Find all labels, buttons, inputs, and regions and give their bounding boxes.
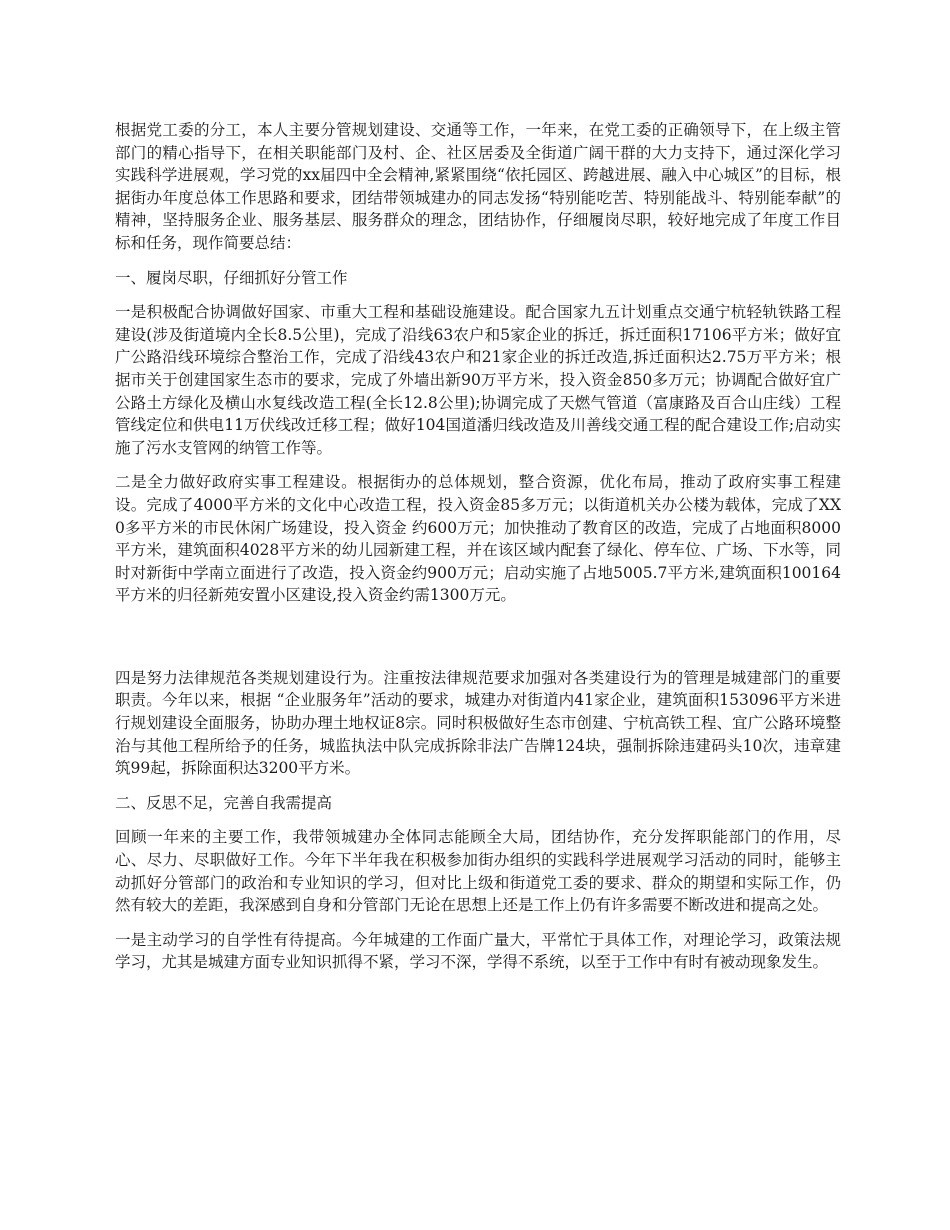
section-heading-1: 一、履岗尽职，仔细抓好分管工作 xyxy=(115,268,348,287)
blank-gap xyxy=(115,619,841,667)
shortcoming-paragraph-1: 一是主动学习的自学性有待提高。今年城建的工作面广量大，平常忙于具体工作，对理论学习，政策法规学习，尤其是城建方面专业知识抓得不紧，学习不深，学得不系统，以至于工作中有时有被动现象发生。 xyxy=(115,930,841,972)
section-heading-2: 二、反思不足，完善自我需提高 xyxy=(115,793,333,812)
paragraph-item-2: 二是全力做好政府实事工程建设。根据街办的总体规划，整合资源，优化布局，推动了政府实事工程建设。完成了4000平方米的文化中心改造工程，投入资金85多万元；以街道机关办公楼为载体，完成了XX0多平方米的市民休闲广场建设，投入资金 约600万元；加快推动了教育区的改造，完成了占地面积8000平方米，建筑面积4028平方米的幼儿园新建工程，并在该区域内配套了绿化、停车位、广场、下水等，同时对新街中学南立面进行了改造，投入资金约900万元；启动实施了占地5005.7平方米,建筑面积100164平方米的归径新苑安置小区建设,投入资金约需1300万元。 xyxy=(115,473,841,605)
intro-paragraph: 根据党工委的分工，本人主要分管规划建设、交通等工作，一年来，在党工委的正确领导下，在上级主管部门的精心指导下，在相关职能部门及村、企、社区居委及全街道广阔干群的大力支持下，通过深化学习实践科学进展观，学习党的xx届四中全会精神,紧紧围绕“依托园区、跨越进展、融入中心城区”的目标，根据街办年度总体工作思路和要求，团结带领城建办的同志发扬“特别能吃苦、特别能战斗、特别能奉献”的精神，坚持服务企业、服务基层、服务群众的理念，团结协作，仔细履岗尽职，较好地完成了年度工作目标和任务，现作简要总结： xyxy=(115,121,841,252)
review-paragraph: 回顾一年来的主要工作，我带领城建办全体同志能顾全大局，团结协作，充分发挥职能部门的作用，尽心、尽力、尽职做好工作。今年下半年我在积极参加街办组织的实践科学进展观学习活动的同时，能够主动抓好分管部门的政治和专业知识的学习，但对比上级和街道党工委的要求、群众的期望和实际工作，仍然有较大的差距，我深感到自身和分管部门无论在思想上还是工作上仍有许多需要不断改进和提高之处。 xyxy=(115,828,841,915)
document-body xyxy=(115,119,841,986)
paragraph-item-4: 四是努力法律规范各类规划建设行为。注重按法律规范要求加强对各类建设行为的管理是城建部门的重要职责。今年以来，根据 “企业服务年”活动的要求，城建办对街道内41家企业，建筑面积153096平方米进行规划建设全面服务，协助办理土地权证8宗。同时积极做好生态市创建、宁杭高铁工程、宜广公路环境整治与其他工程所给予的任务，城监执法中队完成拆除非法广告牌124块，强制拆除违建码头10次，违章建筑99起，拆除面积达3200平方米。 xyxy=(115,668,841,778)
paragraph-item-1: 一是积极配合协调做好国家、市重大工程和基础设施建设。配合国家九五计划重点交通宁杭轻轨铁路工程建设(涉及街道境内全长8.5公里)，完成了沿线63农户和5家企业的拆迁，拆迁面积17106平方米；做好宜广公路沿线环境综合整治工作，完成了沿线43农户和21家企业的拆迁改造,拆迁面积达2.75万平方米；根据市关于创建国家生态市的要求，完成了外墙出新90万平方米，投入资金850多万元；协调配合做好宜广公路土方绿化及横山水复线改造工程(全长12.8公里);协调完成了天燃气管道（富康路及百合山庄线）工程管线定位和供电11万伏线改迁移工程；做好104国道潘归线改造及川善线交通工程的配合建设工作;启动实施了污水支管网的纳管工作等。 xyxy=(115,303,841,457)
